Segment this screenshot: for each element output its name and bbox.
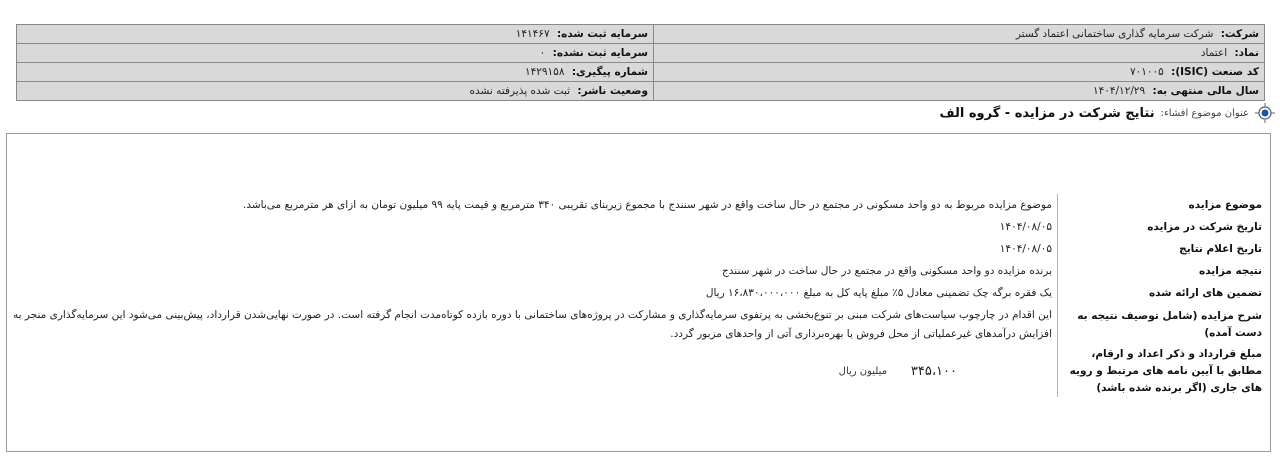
disclosure-subject — [940, 103, 1275, 123]
isic-label-bold: ISIC — [1180, 66, 1204, 78]
description-label: شرح مزایده (شامل توصیف نتیجه به دست آمده) — [1058, 304, 1267, 346]
company-name-value: شرکت سرمایه گذاری ساختمانی اعتماد گستر — [1015, 28, 1214, 40]
company-name-label: شرکت: — [1220, 28, 1259, 40]
details-row — [7, 216, 1266, 238]
results-date-label: تاریخ اعلام نتایج — [1058, 238, 1267, 260]
registered-capital-value: ۱۴۱۴۶۷ — [515, 28, 550, 40]
description-value — [7, 304, 1058, 346]
publisher-status-value: ثبت شده پذیرفته نشده — [469, 85, 571, 97]
guarantee-label: تضمین های ارائه شده — [1058, 282, 1267, 304]
target-icon — [1255, 103, 1275, 123]
guarantee-value: یک فقره برگه چک تضمینی معادل ۵٪ مبلغ پایه کل به مبلغ ۱۶،۸۳۰،۰۰۰،۰۰۰ ریال — [705, 287, 1052, 299]
company-info-table — [16, 24, 1265, 101]
participation-date-label: تاریخ شرکت در مزایده — [1058, 216, 1267, 238]
fiscal-year-cell — [654, 82, 1265, 101]
unregistered-capital-cell — [17, 44, 654, 63]
details-row — [7, 304, 1266, 346]
symbol-cell — [654, 44, 1265, 63]
tracking-value: ۱۴۲۹۱۵۸ — [524, 66, 565, 78]
details-row — [7, 260, 1266, 282]
auction-subject-value: موضوع مزایده مربوط به دو واحد مسکونی در مجتمع در حال ساخت واقع در شهر سنندج با مجموع زیربنای تقریبی ۳۴۰ مترمربع و قیمت پایه ۹۹ میلیون تومان به ازای هر مترمربع می‌باشد. — [242, 199, 1052, 211]
tracking-label: شماره پیگیری: — [571, 66, 648, 78]
info-row-4 — [17, 82, 1265, 101]
symbol-label: نماد: — [1234, 47, 1259, 59]
publisher-status-cell — [17, 82, 654, 101]
subject-label: عنوان موضوع افشاء: — [1160, 107, 1249, 119]
publisher-status-label: وضعیت ناشر: — [577, 85, 648, 97]
details-row — [7, 346, 1266, 397]
info-row-2 — [17, 44, 1265, 63]
info-row-1 — [17, 25, 1265, 44]
isic-cell — [654, 63, 1265, 82]
auction-result-label: نتیجه مزایده — [1058, 260, 1267, 282]
contract-amount-value: ۳۴۵،۱۰۰ — [910, 364, 957, 379]
fiscal-year-label: سال مالی منتهی به: — [1152, 85, 1259, 97]
tracking-cell — [17, 63, 654, 82]
symbol-value: اعتماد — [1200, 47, 1228, 59]
company-name-cell — [654, 25, 1265, 44]
details-row — [7, 238, 1266, 260]
description-text: این اقدام در چارچوب سیاست‌های شرکت مبنی بر تنوع‌بخشی به پرتفوی سرمایه‌گذاری و مشارکت در پروژه‌های ساختمانی با دوره بازده کوتاه‌مدت انجام گرفته است. در صورت نهایی‌شدن قرارداد، پیش‌بینی می‌شود این سرمایه‌گذاری منجر به افزایش درآمدهای غیرعملیاتی از محل فروش یا بهره‌برداری آتی از واحدهای مزبور گردد. — [13, 309, 1052, 340]
isic-label — [1171, 66, 1259, 78]
auction-subject-label: موضوع مزایده — [1058, 194, 1267, 216]
isic-value: ۷۰۱۰۰۵ — [1129, 66, 1164, 78]
registered-capital-cell — [17, 25, 654, 44]
unregistered-capital-label: سرمایه ثبت نشده: — [552, 47, 648, 59]
contract-amount-unit: میلیون ریال — [838, 366, 887, 377]
unregistered-capital-value: ۰ — [539, 47, 546, 59]
registered-capital-label: سرمایه ثبت شده: — [556, 28, 648, 40]
contract-amount-cell — [7, 346, 1058, 397]
results-date-value: ۱۴۰۴/۰۸/۰۵ — [999, 243, 1052, 255]
isic-label-pre: کد صنعت ( — [1203, 66, 1259, 78]
details-row — [7, 194, 1266, 216]
details-row — [7, 282, 1266, 304]
auction-result-value: برنده مزایده دو واحد مسکونی واقع در مجتمع در حال ساخت در شهر سنندج — [722, 265, 1052, 277]
subject-title: نتایج شرکت در مزایده - گروه الف — [939, 105, 1155, 121]
contract-amount-label: مبلغ قرارداد و ذکر اعداد و ارقام، مطابق با آیین نامه های مرتبط و رویه های جاری (اگر برنده شده باشد) — [1058, 346, 1267, 397]
participation-date-value: ۱۴۰۴/۰۸/۰۵ — [999, 221, 1052, 233]
fiscal-year-value: ۱۴۰۴/۱۲/۲۹ — [1092, 85, 1146, 97]
auction-details-box — [6, 133, 1271, 452]
auction-details-table — [7, 194, 1266, 397]
contract-amount-row — [12, 362, 1052, 381]
isic-label-post: ): — [1171, 66, 1181, 78]
info-row-3 — [17, 63, 1265, 82]
